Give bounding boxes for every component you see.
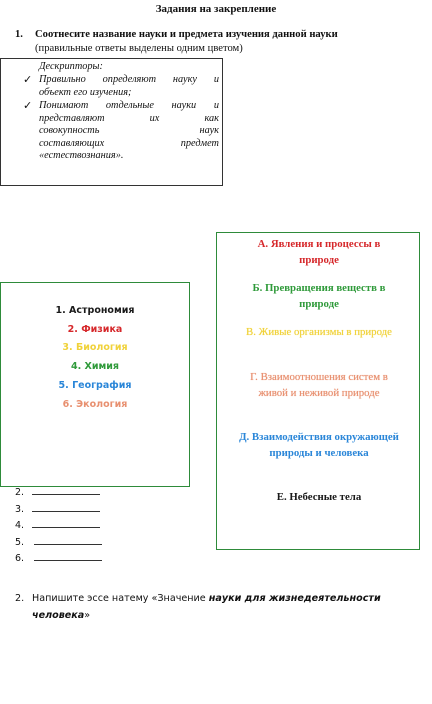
task-1-number: 1. — [15, 29, 23, 40]
answer-blank-row — [15, 486, 100, 498]
descriptor-line — [39, 113, 219, 126]
answer-blank-row — [15, 536, 102, 548]
answer-blank-number: 2. — [15, 487, 25, 498]
task-2-text-before: Напишите эссе натему «Значение — [32, 593, 209, 604]
check-icon: ✓ — [23, 100, 33, 112]
descriptor-word: Правильно — [39, 74, 86, 85]
descriptor-word: представляют — [39, 112, 105, 124]
descriptor-word: составляющих — [39, 137, 105, 149]
descriptor-word: «естествознания». — [39, 150, 124, 162]
science-item: 2. Физика — [67, 323, 123, 335]
check-icon: ✓ — [23, 74, 33, 86]
descriptor-word: отдельные — [105, 100, 154, 111]
definition-item: Д. Взаимодействия окружающей природы и человека — [239, 431, 399, 459]
descriptors-title: Дескрипторы: — [39, 61, 103, 72]
science-item: 5. География — [58, 379, 132, 391]
descriptor-word: совокупность — [39, 125, 100, 137]
page-title: Задания на закрепление — [155, 3, 277, 15]
answer-blank-line[interactable] — [32, 503, 100, 512]
descriptor-item — [23, 74, 219, 99]
answer-blank-line[interactable] — [32, 519, 100, 528]
task-2-text — [32, 590, 415, 624]
descriptor-word: Понимают — [39, 100, 89, 111]
definition-item: Б. Превращения веществ в природе — [252, 282, 386, 310]
descriptor-word: их — [149, 112, 160, 124]
descriptor-word: наук — [199, 125, 219, 137]
answer-blank-number: 5. — [15, 536, 25, 548]
task-1-question: Соотнесите название науки и предмета изучения данной науки — [35, 29, 338, 40]
science-item: 6. Экология — [62, 398, 128, 410]
sciences-box — [0, 282, 190, 487]
descriptor-line — [39, 138, 219, 151]
descriptor-line — [39, 87, 219, 100]
descriptor-line — [39, 100, 219, 113]
answer-blank-row — [15, 519, 100, 531]
descriptors-box — [0, 58, 223, 186]
descriptor-word: и — [213, 100, 219, 111]
answer-blank-number: 4. — [15, 520, 25, 532]
descriptor-word: объект его изучения; — [39, 86, 132, 98]
descriptor-line — [39, 74, 219, 87]
science-item: 1. Астрономия — [55, 305, 135, 316]
task-2-emphasis: науки для жизнедеятельности человека — [32, 593, 381, 621]
definitions-box — [216, 232, 420, 550]
descriptor-item — [23, 100, 219, 163]
task-1-subtitle: (правильные ответы выделены одним цветом) — [35, 43, 243, 54]
descriptor-line — [39, 125, 219, 138]
descriptor-word: и — [213, 74, 219, 85]
science-item: 4. Химия — [70, 361, 120, 373]
task-2-text-after: » — [84, 610, 91, 621]
answer-blank-number: 3. — [15, 503, 25, 515]
science-item: 3. Биология — [62, 342, 128, 354]
answer-blank-number: 6. — [15, 553, 25, 565]
answer-blank-row — [15, 552, 102, 564]
answer-blank-line[interactable] — [34, 552, 102, 561]
definition-item: В. Живые организмы в природе — [246, 326, 392, 338]
definition-item: Г. Взаимоотношения систем в живой и неживой природе — [250, 371, 388, 399]
descriptor-word: предмет — [180, 137, 219, 149]
descriptor-word: как — [204, 112, 219, 124]
task-2-number: 2. — [15, 593, 25, 604]
descriptor-word: науки — [171, 100, 197, 111]
answer-blank-line[interactable] — [32, 486, 100, 495]
descriptor-line — [39, 150, 219, 163]
answer-blank-line[interactable] — [34, 536, 102, 545]
definition-item: Е. Небесные тела — [276, 491, 362, 503]
answer-blank-row — [15, 503, 100, 515]
descriptor-word: науку — [172, 74, 197, 85]
descriptor-word: определяют — [102, 74, 157, 85]
definition-item: А. Явления и процессы в природе — [257, 238, 381, 266]
